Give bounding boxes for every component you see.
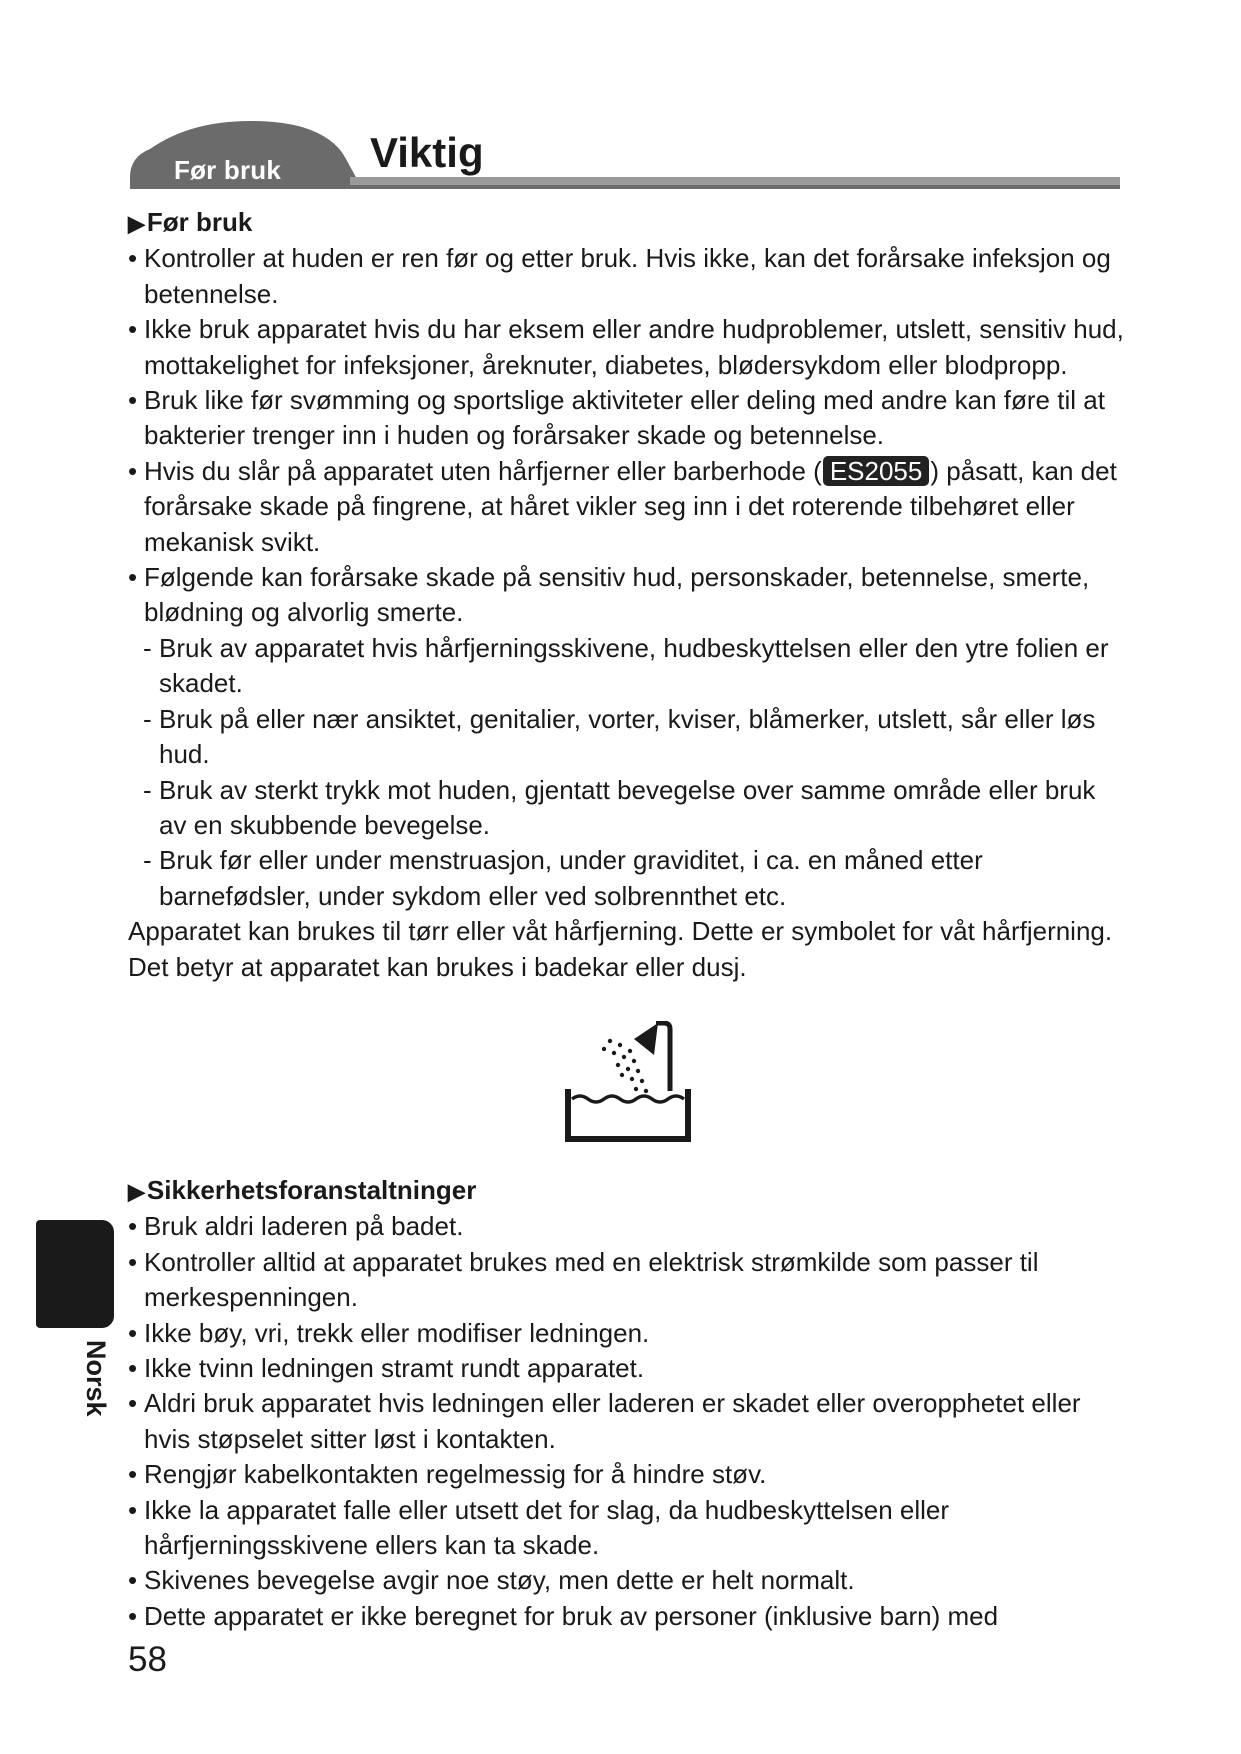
list-item-text: Bruk like før svømming og sportslige aktiviteter eller deling med andre kan føre til at bakterier trenger inn i huden og forårsaker skade og betennelse. <box>144 385 1105 451</box>
list-item: • Ikke la apparatet falle eller utsett det for slag, da hudbeskyttelsen eller hårfjerningsskivene ellers kan ta skade. <box>128 1494 950 1560</box>
list-item-text-before: Hvis du slår på apparatet uten hårfjerner eller barberhode ( <box>144 455 822 486</box>
main-content <box>128 205 1128 1634</box>
list-item-text: Ikke tvinn ledningen stramt rundt apparatet. <box>144 1352 645 1383</box>
section-heading-safety <box>128 1173 1128 1209</box>
list-item-text: Kontroller alltid at apparatet brukes med en elektrisk strømkilde som passer til merkespenningen. <box>144 1246 1039 1313</box>
list-item: • Skivenes bevegelse avgir noe støy, men dette er helt normalt. <box>128 1565 855 1596</box>
triangle-bullet-icon: ▶ <box>128 1178 145 1204</box>
section-header <box>130 115 1120 195</box>
section-heading-for-bruk <box>128 205 1128 241</box>
list-item: • Hvis du slår på apparatet uten hårfjerner eller barberhode ( ES2055 ) påsatt, kan det forårsake skade på fingrene, at håret vikler seg inn i det roterende tilbehøret eller mekanisk svikt. <box>128 455 1117 557</box>
list-item-text: Dette apparatet er ikke beregnet for bruk av personer (inklusive barn) med <box>144 1600 999 1631</box>
sub-list-item-text: Bruk av apparatet hvis hårfjerningsskivene, hudbeskyttelsen eller den ytre folien er skadet. <box>159 632 1109 699</box>
list-item: • Bruk like før svømming og sportslige aktiviteter eller deling med andre kan føre til at bakterier trenger inn i huden og forårsaker skade og betennelse. <box>128 385 1105 451</box>
sub-list-item-text: Bruk på eller nær ansiktet, genitalier, vorter, kviser, blåmerker, utslett, sår eller løs hud. <box>159 703 1096 770</box>
header-tab-label: Før bruk <box>174 155 282 185</box>
section-heading-text: Sikkerhetsforanstaltninger <box>146 1174 477 1205</box>
list-item: • Ikke tvinn ledningen stramt rundt apparatet. <box>128 1352 645 1383</box>
list-item-text-after: ) påsatt, kan det forårsake skade på fingrene, at håret vikler seg inn i det roterende tilbehøret eller mekanisk svikt. <box>144 455 1117 557</box>
language-tab-label: Norsk <box>81 1340 111 1417</box>
list-item: • Kontroller alltid at apparatet brukes med en elektrisk strømkilde som passer til merkespenningen. <box>128 1246 1039 1313</box>
bath-shower-icon <box>558 1021 698 1145</box>
model-badge: ES2055 <box>823 456 930 486</box>
list-item-text: Skivenes bevegelse avgir noe støy, men dette er helt normalt. <box>144 1565 855 1596</box>
list-item-text: Rengjør kabelkontakten regelmessig for å hindre støv. <box>144 1459 767 1490</box>
sub-list-item-text: Bruk før eller under menstruasjon, under graviditet, i ca. en måned etter barnefødsler, under sykdom eller ved solbrennthet etc. <box>159 845 983 911</box>
sub-list-item-text: Bruk av sterkt trykk mot huden, gjentatt bevegelse over samme område eller bruk av en skubbende bevegelse. <box>159 774 1096 840</box>
list-item: • Følgende kan forårsake skade på sensitiv hud, personskader, betennelse, smerte, blødning og alvorlig smerte. <box>128 562 1090 628</box>
list-item: • Bruk aldri laderen på badet. <box>128 1211 464 1242</box>
language-tab-block <box>36 1220 114 1328</box>
list-item: • Aldri bruk apparatet hvis ledningen eller laderen er skadet eller overopphetet eller hvis støpselet sitter løst i kontakten. <box>128 1388 1081 1454</box>
bath-icon-container <box>128 985 1128 1173</box>
list-item-text: Ikke bøy, vri, trekk eller modifiser ledningen. <box>144 1317 650 1348</box>
body-paragraph: Apparatet kan brukes til tørr eller våt hårfjerning. Dette er symbolet for våt hårfjerning. Det betyr at apparatet kan brukes i badekar eller dusj. <box>128 916 1113 982</box>
list-item-text: Ikke bruk apparatet hvis du har eksem eller andre hudproblemer, utslett, sensitiv hud, mottakelighet for infeksjoner, åreknuter, diabetes, blødersykdom eller blodpropp. <box>144 314 1124 380</box>
sub-list-item: - Bruk på eller nær ansiktet, genitalier, vorter, kviser, blåmerker, utslett, sår eller løs hud. <box>143 703 1096 770</box>
list-item-text: Følgende kan forårsake skade på sensitiv hud, personskader, betennelse, smerte, blødning og alvorlig smerte. <box>144 562 1090 628</box>
list-item: • Rengjør kabelkontakten regelmessig for å hindre støv. <box>128 1459 767 1490</box>
sub-list-item: - Bruk av apparatet hvis hårfjerningsskivene, hudbeskyttelsen eller den ytre folien er skadet. <box>143 632 1109 699</box>
list-item: • Kontroller at huden er ren før og etter bruk. Hvis ikke, kan det forårsake infeksjon og betennelse. <box>128 243 1111 309</box>
page-number: 58 <box>128 1640 167 1679</box>
triangle-bullet-icon: ▶ <box>128 211 145 236</box>
list-item-text: Aldri bruk apparatet hvis ledningen eller laderen er skadet eller overopphetet eller hvis støpselet sitter løst i kontakten. <box>144 1388 1081 1454</box>
list-item: • Ikke bruk apparatet hvis du har eksem eller andre hudproblemer, utslett, sensitiv hud, mottakelighet for infeksjoner, åreknuter, diabetes, blødersykdom eller blodpropp. <box>128 314 1124 380</box>
list-item-text: Kontroller at huden er ren før og etter bruk. Hvis ikke, kan det forårsake infeksjon og betennelse. <box>144 243 1111 309</box>
list-item: • Dette apparatet er ikke beregnet for bruk av personer (inklusive barn) med <box>128 1600 999 1631</box>
page-title: Viktig <box>370 129 484 176</box>
sub-list-item: - Bruk før eller under menstruasjon, under graviditet, i ca. en måned etter barnefødsler, under sykdom eller ved solbrennthet etc. <box>143 845 983 911</box>
list-item: • Ikke bøy, vri, trekk eller modifiser ledningen. <box>128 1317 650 1348</box>
list-item-text: Ikke la apparatet falle eller utsett det for slag, da hudbeskyttelsen eller hårfjerningsskivene ellers kan ta skade. <box>144 1494 950 1560</box>
section-heading-text: Før bruk <box>146 207 253 237</box>
sub-list-item: - Bruk av sterkt trykk mot huden, gjentatt bevegelse over samme område eller bruk av en skubbende bevegelse. <box>143 774 1096 840</box>
list-item-text: Bruk aldri laderen på badet. <box>144 1211 464 1242</box>
